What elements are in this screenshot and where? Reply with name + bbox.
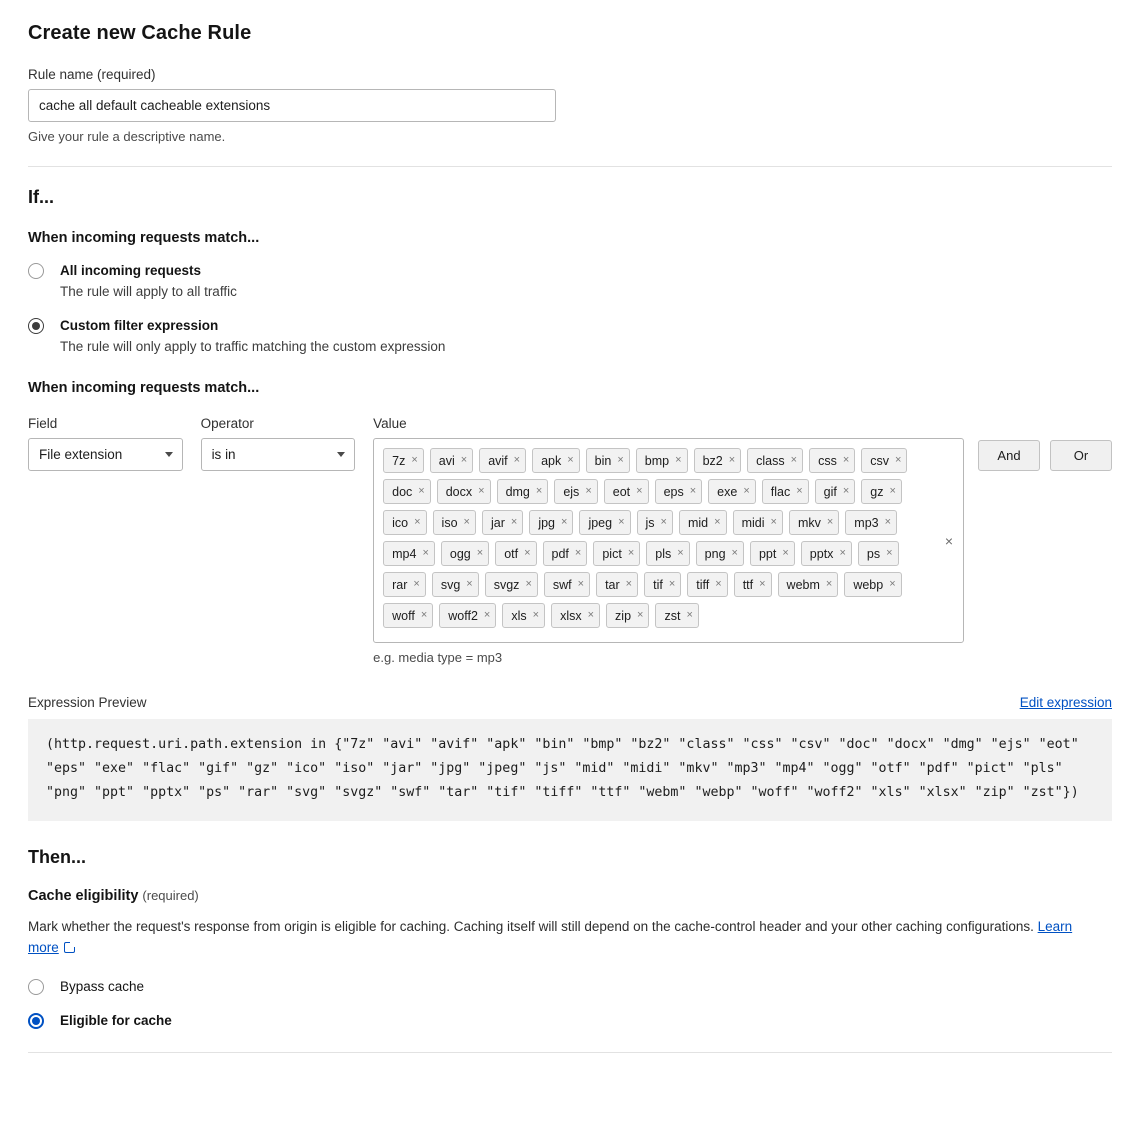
- radio-bypass-cache[interactable]: [28, 978, 1112, 996]
- value-token[interactable]: [529, 510, 573, 535]
- value-token[interactable]: [708, 479, 756, 504]
- value-token-label: rar: [392, 577, 408, 592]
- value-token-label: mkv: [797, 515, 821, 530]
- value-token[interactable]: [497, 479, 549, 504]
- value-token[interactable]: [644, 572, 681, 597]
- logic-buttons: [978, 440, 1112, 471]
- value-token-label: gz: [870, 484, 884, 499]
- remove-token-icon[interactable]: ×: [782, 547, 789, 559]
- value-token-label: svgz: [493, 577, 520, 592]
- value-token[interactable]: [544, 572, 590, 597]
- remove-token-icon[interactable]: ×: [567, 454, 574, 466]
- field-select-value: File extension: [39, 447, 123, 462]
- chevron-down-icon: [165, 452, 173, 457]
- value-token[interactable]: [554, 479, 597, 504]
- operator-select-value: is in: [211, 447, 236, 462]
- remove-token-icon[interactable]: ×: [411, 454, 418, 466]
- radio-label-custom-filter: Custom filter expression: [60, 318, 219, 333]
- value-token[interactable]: [789, 510, 839, 535]
- value-token-label: ico: [392, 515, 409, 530]
- or-button[interactable]: Or: [1050, 440, 1112, 471]
- value-token[interactable]: [593, 541, 640, 566]
- remove-token-icon[interactable]: ×: [524, 547, 531, 559]
- value-token-label: jar: [490, 515, 505, 530]
- cache-eligibility-description: [28, 916, 1090, 958]
- if-subheading: When incoming requests match...: [28, 230, 260, 246]
- remove-token-icon[interactable]: ×: [617, 454, 624, 466]
- remove-token-icon[interactable]: ×: [585, 485, 592, 497]
- remove-token-icon[interactable]: ×: [770, 516, 777, 528]
- remove-token-icon[interactable]: ×: [675, 454, 682, 466]
- value-token-label: webm: [786, 577, 820, 592]
- value-token[interactable]: [551, 603, 600, 628]
- value-token[interactable]: [655, 479, 703, 504]
- value-token[interactable]: [439, 603, 496, 628]
- rule-name-input[interactable]: [28, 89, 556, 122]
- value-token-label: doc: [392, 484, 413, 499]
- value-token-label: pptx: [809, 546, 834, 561]
- value-token-label: ejs: [563, 484, 580, 499]
- cache-eligibility-description-text: Mark whether the request's response from origin is eligible for caching. Caching itself will still depend on the cache-control header and your other caching configurations.: [28, 919, 1038, 934]
- radio-desc-custom-filter: The rule will only apply to traffic matching the custom expression: [60, 339, 446, 354]
- value-token-label: woff: [392, 608, 415, 623]
- value-token[interactable]: [433, 510, 476, 535]
- value-token-label: iso: [441, 515, 458, 530]
- remove-token-icon[interactable]: ×: [618, 516, 625, 528]
- value-token[interactable]: [437, 479, 491, 504]
- value-token[interactable]: [596, 572, 638, 597]
- value-token-label: tif: [653, 577, 663, 592]
- value-token-label: swf: [552, 577, 572, 592]
- value-token-label: mp3: [854, 515, 879, 530]
- value-token-label: pls: [655, 546, 672, 561]
- value-token[interactable]: [586, 448, 630, 473]
- remove-token-icon[interactable]: ×: [826, 516, 834, 528]
- value-token-label: css: [818, 453, 837, 468]
- remove-token-icon[interactable]: ×: [686, 609, 693, 621]
- value-token[interactable]: [543, 541, 588, 566]
- external-link-icon: [64, 942, 75, 953]
- remove-token-icon[interactable]: ×: [728, 454, 736, 466]
- page-title: Create new Cache Rule: [28, 22, 252, 44]
- expression-builder: [28, 416, 1112, 665]
- then-heading: Then...: [28, 847, 86, 867]
- remove-token-icon[interactable]: ×: [637, 609, 644, 621]
- radio-desc-all-requests: The rule will apply to all traffic: [60, 284, 237, 299]
- remove-token-icon[interactable]: ×: [577, 578, 585, 590]
- value-token[interactable]: [383, 572, 426, 597]
- value-token-label: tiff: [696, 577, 710, 592]
- remove-token-icon[interactable]: ×: [759, 578, 766, 590]
- cache-eligibility-label: [28, 888, 1112, 904]
- value-token[interactable]: [383, 510, 426, 535]
- value-token-label: eps: [663, 484, 684, 499]
- remove-token-icon[interactable]: ×: [889, 578, 896, 590]
- value-token[interactable]: [845, 510, 897, 535]
- remove-token-icon[interactable]: ×: [532, 609, 540, 621]
- remove-token-icon[interactable]: ×: [413, 578, 420, 590]
- value-token-label: avi: [438, 453, 455, 468]
- remove-token-icon[interactable]: ×: [483, 609, 491, 621]
- remove-token-icon[interactable]: ×: [420, 609, 428, 621]
- field-column: [28, 416, 183, 471]
- clear-all-icon[interactable]: ×: [944, 532, 953, 549]
- radio-icon-all-requests[interactable]: [28, 263, 44, 279]
- radio-label-bypass-cache: Bypass cache: [60, 979, 145, 994]
- remove-token-icon[interactable]: ×: [668, 578, 676, 590]
- value-token[interactable]: [383, 448, 424, 473]
- value-token[interactable]: [687, 572, 727, 597]
- remove-token-icon[interactable]: ×: [677, 547, 684, 559]
- value-token[interactable]: [502, 603, 545, 628]
- radio-custom-filter-expression[interactable]: [28, 317, 1112, 354]
- value-token-label: bz2: [702, 453, 723, 468]
- value-token[interactable]: [604, 479, 649, 504]
- value-token[interactable]: [432, 572, 479, 597]
- token-list: [383, 448, 943, 634]
- value-token[interactable]: [750, 541, 795, 566]
- remove-token-icon[interactable]: ×: [889, 485, 896, 497]
- value-token-label: pdf: [551, 546, 569, 561]
- value-token-label: zip: [615, 608, 632, 623]
- remove-token-icon[interactable]: ×: [587, 609, 595, 621]
- value-token[interactable]: [383, 603, 433, 628]
- divider: [28, 166, 1112, 167]
- cache-eligibility-title: Cache eligibility: [28, 888, 139, 904]
- value-token[interactable]: [606, 603, 649, 628]
- value-token-label: midi: [741, 515, 765, 530]
- value-token-label: webp: [853, 577, 884, 592]
- value-token-label: pict: [602, 546, 622, 561]
- value-token[interactable]: [485, 572, 538, 597]
- value-column-label: Value: [373, 416, 407, 431]
- radio-eligible-for-cache[interactable]: [28, 1012, 1112, 1030]
- remove-token-icon[interactable]: ×: [825, 578, 833, 590]
- value-token-label: zst: [664, 608, 681, 623]
- radio-label-eligible-for-cache: Eligible for cache: [60, 1013, 172, 1028]
- remove-token-icon[interactable]: ×: [842, 485, 850, 497]
- value-token-label: jpeg: [588, 515, 613, 530]
- value-token-label: flac: [770, 484, 791, 499]
- field-column-label: Field: [28, 416, 58, 431]
- cache-eligibility-required: (required): [142, 888, 199, 903]
- value-token[interactable]: [809, 448, 855, 473]
- rule-name-group: [28, 67, 1112, 144]
- value-token-label: jpg: [538, 515, 555, 530]
- value-token-label: avif: [488, 453, 508, 468]
- value-token[interactable]: [733, 510, 783, 535]
- value-token[interactable]: [801, 541, 852, 566]
- value-token[interactable]: [383, 479, 431, 504]
- value-token-label: mid: [687, 515, 709, 530]
- remove-token-icon[interactable]: ×: [886, 547, 893, 559]
- value-token[interactable]: [532, 448, 580, 473]
- value-token[interactable]: [579, 510, 630, 535]
- remove-token-icon[interactable]: ×: [796, 485, 803, 497]
- value-token-label: js: [645, 515, 655, 530]
- value-token[interactable]: [694, 448, 742, 473]
- value-token-label: apk: [541, 453, 562, 468]
- value-token-label: bmp: [644, 453, 670, 468]
- remove-token-icon[interactable]: ×: [689, 485, 697, 497]
- remove-token-icon[interactable]: ×: [714, 516, 721, 528]
- value-token-label: exe: [717, 484, 738, 499]
- value-hint: e.g. media type = mp3: [373, 650, 503, 665]
- value-token[interactable]: [646, 541, 689, 566]
- remove-token-icon[interactable]: ×: [743, 485, 750, 497]
- field-select[interactable]: [28, 438, 183, 471]
- remove-token-icon[interactable]: ×: [463, 516, 470, 528]
- remove-token-icon[interactable]: ×: [525, 578, 532, 590]
- value-token-label: woff2: [448, 608, 478, 623]
- value-token[interactable]: [482, 510, 523, 535]
- remove-token-icon[interactable]: ×: [839, 547, 846, 559]
- edit-expression-link[interactable]: Edit expression: [1019, 695, 1112, 710]
- value-token-label: ps: [866, 546, 881, 561]
- value-token-label: ttf: [742, 577, 754, 592]
- value-token-label: gif: [823, 484, 837, 499]
- value-token[interactable]: [636, 448, 688, 473]
- remove-token-icon[interactable]: ×: [884, 516, 892, 528]
- value-token-label: otf: [504, 546, 519, 561]
- value-token[interactable]: [637, 510, 673, 535]
- expression-preview-label: Expression Preview: [28, 695, 147, 710]
- remove-token-icon[interactable]: ×: [510, 516, 518, 528]
- value-token-label: csv: [870, 453, 890, 468]
- radio-icon-eligible-for-cache[interactable]: [28, 1013, 44, 1029]
- operator-column-label: Operator: [200, 416, 254, 431]
- remove-token-icon[interactable]: ×: [627, 547, 635, 559]
- remove-token-icon[interactable]: ×: [476, 547, 484, 559]
- remove-token-icon[interactable]: ×: [895, 454, 902, 466]
- value-token-label: svg: [440, 577, 461, 592]
- remove-token-icon[interactable]: ×: [422, 547, 429, 559]
- value-token-label: xls: [511, 608, 527, 623]
- value-token[interactable]: [495, 541, 536, 566]
- remove-token-icon[interactable]: ×: [418, 485, 425, 497]
- value-token-label: ppt: [758, 546, 777, 561]
- remove-token-icon[interactable]: ×: [636, 485, 643, 497]
- value-token[interactable]: [858, 541, 899, 566]
- operator-column: [201, 416, 356, 471]
- value-token-label: class: [756, 453, 785, 468]
- value-token[interactable]: [679, 510, 727, 535]
- remove-token-icon[interactable]: ×: [535, 485, 543, 497]
- radio-all-incoming-requests[interactable]: [28, 262, 1112, 299]
- value-token[interactable]: [479, 448, 526, 473]
- remove-token-icon[interactable]: ×: [625, 578, 633, 590]
- radio-icon-bypass-cache[interactable]: [28, 979, 44, 995]
- value-token-label: eot: [612, 484, 631, 499]
- value-token-label: dmg: [505, 484, 530, 499]
- value-token-input[interactable]: [373, 438, 964, 643]
- value-token[interactable]: [778, 572, 839, 597]
- remove-token-icon[interactable]: ×: [478, 485, 485, 497]
- remove-token-icon[interactable]: ×: [790, 454, 798, 466]
- value-token[interactable]: [734, 572, 772, 597]
- remove-token-icon[interactable]: ×: [574, 547, 582, 559]
- value-token-label: bin: [594, 453, 612, 468]
- learn-more-link[interactable]: Learn more: [28, 919, 1073, 955]
- value-token-label: png: [704, 546, 726, 561]
- value-token[interactable]: [844, 572, 901, 597]
- remove-token-icon[interactable]: ×: [731, 547, 738, 559]
- if-heading: If...: [28, 187, 54, 207]
- value-token-label: mp4: [392, 546, 417, 561]
- value-token[interactable]: [696, 541, 744, 566]
- radio-label-all-requests: All incoming requests: [60, 263, 202, 278]
- radio-icon-custom-filter[interactable]: [28, 318, 44, 334]
- remove-token-icon[interactable]: ×: [460, 454, 468, 466]
- rule-name-hint: Give your rule a descriptive name.: [28, 129, 226, 144]
- bottom-divider: [28, 1052, 1112, 1053]
- value-token-label: tar: [605, 577, 620, 592]
- remove-token-icon[interactable]: ×: [842, 454, 850, 466]
- expression-preview-section: [28, 695, 1112, 821]
- remove-token-icon[interactable]: ×: [715, 578, 722, 590]
- value-token-label: ogg: [449, 546, 471, 561]
- remove-token-icon[interactable]: ×: [513, 454, 521, 466]
- value-token[interactable]: [441, 541, 489, 566]
- remove-token-icon[interactable]: ×: [561, 516, 568, 528]
- value-column: [373, 416, 964, 665]
- value-token[interactable]: [861, 448, 907, 473]
- remove-token-icon[interactable]: ×: [414, 516, 421, 528]
- remove-token-icon[interactable]: ×: [660, 516, 667, 528]
- value-token[interactable]: [430, 448, 473, 473]
- expression-preview-text: (http.request.uri.path.extension in {"7z" "avi" "avif" "apk" "bin" "bmp" "bz2" "class" "css" "csv" "doc" "docx" "dmg" "ejs" "eot" "eps" "exe" "flac" "gif" "gz" "ico" "iso" "jar" "jpg" "jpeg" "js" "mid" "midi" "mkv" "mp3" "mp4" "ogg" "otf" "pdf" "pict" "pls" "png" "ppt" "pptx" "ps" "rar" "svg" "svgz" "swf" "tar" "tif" "tiff" "ttf" "webm" "webp" "woff" "woff2" "xls" "xlsx" "zip" "zst"}): [28, 719, 1112, 821]
- value-token[interactable]: [815, 479, 856, 504]
- value-token[interactable]: [383, 541, 435, 566]
- value-token[interactable]: [655, 603, 698, 628]
- value-token[interactable]: [747, 448, 803, 473]
- rule-name-label: Rule name (required): [28, 67, 156, 82]
- operator-select[interactable]: [201, 438, 356, 471]
- value-token-label: xlsx: [560, 608, 582, 623]
- remove-token-icon[interactable]: ×: [466, 578, 473, 590]
- and-button[interactable]: And: [978, 440, 1040, 471]
- chevron-down-icon: [337, 452, 345, 457]
- value-token-label: 7z: [392, 453, 406, 468]
- value-token[interactable]: [861, 479, 902, 504]
- value-token-label: docx: [445, 484, 473, 499]
- value-token[interactable]: [762, 479, 809, 504]
- builder-heading: When incoming requests match...: [28, 380, 260, 396]
